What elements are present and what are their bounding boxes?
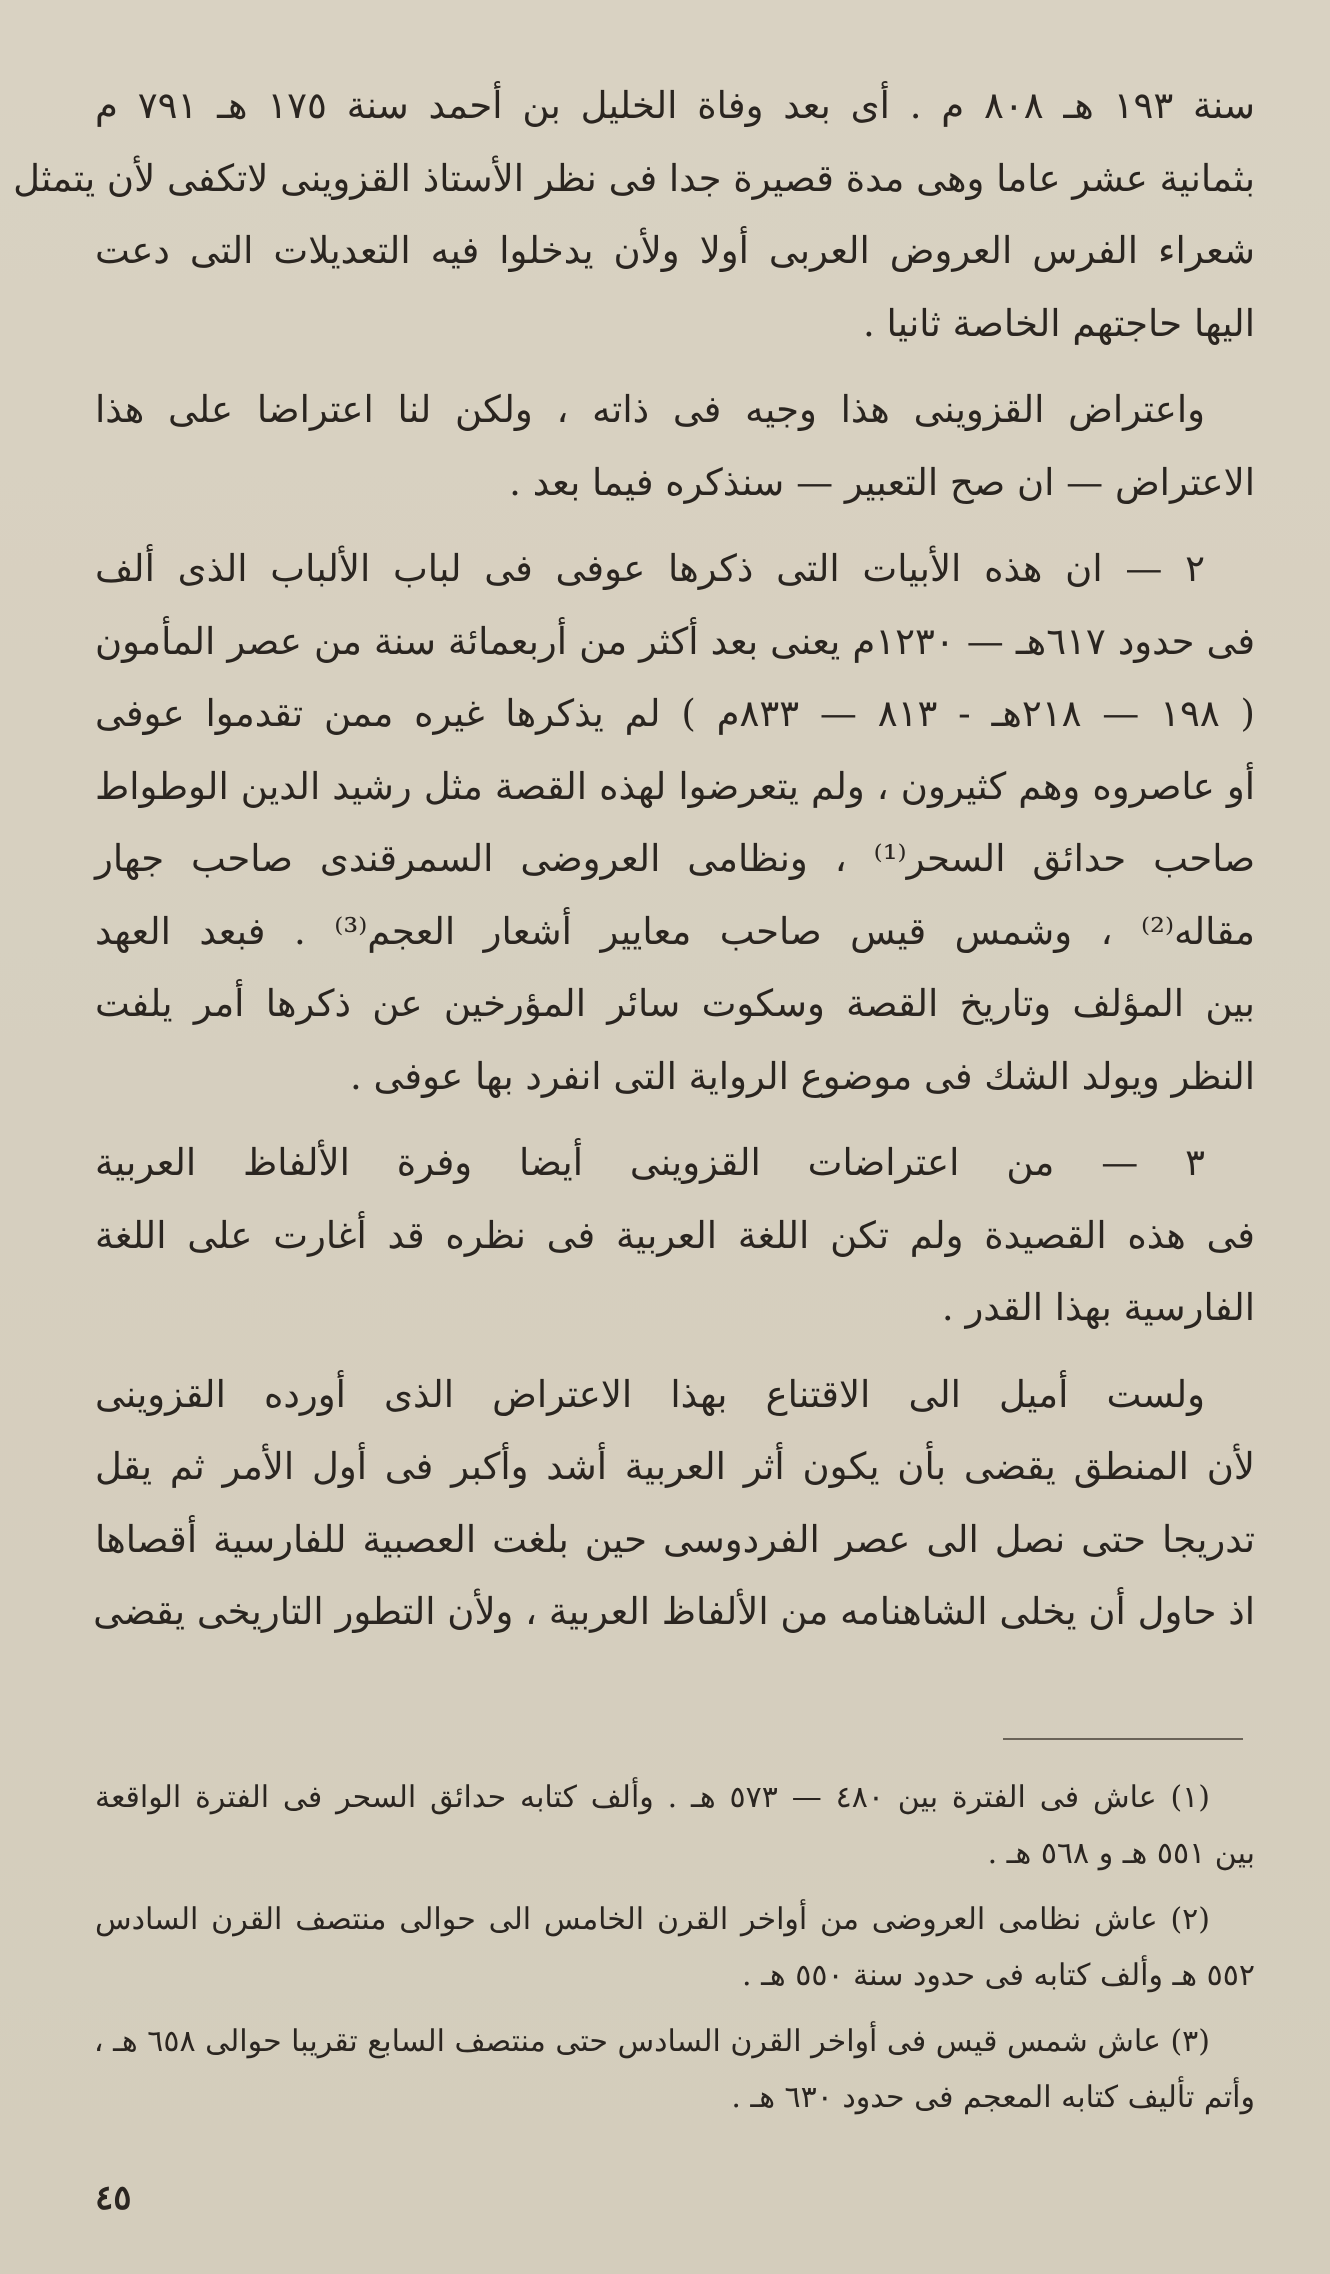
text-line: تدريجا حتى نصل الى عصر الفردوسى حين بلغت العصبية للفارسية أقصاها	[95, 1517, 1255, 1561]
text-line: شعراء الفرس العروض العربى أولا ولأن يدخلوا فيه التعديلات التى دعت	[95, 229, 1255, 272]
text-line: سنة ١٩٣ هـ ٨٠٨ م . أى بعد وفاة الخليل بن أحمد سنة ١٧٥ هـ ٧٩١ م	[95, 84, 1256, 127]
text-line: اذ حاول أن يخلى الشاهنامه من الألفاظ العربية ، ولأن التطور التاريخى يقضى	[93, 1590, 1255, 1633]
text-line: فى هذه القصيدة ولم تكن اللغة العربية فى نظره قد أغارت على اللغة	[95, 1213, 1255, 1257]
footnote-line: وأتم تأليف كتابه المعجم فى حدود ٦٣٠ هـ .	[731, 2080, 1255, 2115]
text-line: لأن المنطق يقضى بأن يكون أثر العربية أشد وأكبر فى أول الأمر ثم يقل	[95, 1445, 1255, 1488]
text-line: ٢ — ان هذه الأبيات التى ذكرها عوفى فى لباب الألباب الذى ألف	[95, 547, 1205, 590]
paragraph-3	[95, 533, 1255, 1113]
footnote-line: (١) عاش فى الفترة بين ٤٨٠ — ٥٧٣ هـ . وألف كتابه حدائق السحر فى الفترة الواقعة	[95, 1780, 1211, 1815]
text-line: مقاله⁽²⁾ ، وشمس قيس صاحب معايير أشعار العجم⁽³⁾ . فبعد العهد	[95, 909, 1255, 953]
text-line: ولست أميل الى الاقتناع بهذا الاعتراض الذى أورده القزوينى	[95, 1372, 1205, 1416]
footnote-1	[95, 1770, 1255, 1882]
page-number: ٤٥	[95, 2178, 132, 2218]
paragraph-1	[13, 70, 1256, 360]
text-line: فى حدود ٦١٧هـ — ١٢٣٠م يعنى بعد أكثر من أربعمائة سنة من عصر المأمون	[95, 619, 1256, 663]
text-line: اليها حاجتهم الخاصة ثانيا .	[863, 301, 1255, 345]
text-line: ( ١٩٨ — ٢١٨هـ - ٨١٣ — ٨٣٣م ) لم يذكرها غيره ممن تقدموا عوفى	[95, 692, 1255, 735]
footnotes	[95, 1770, 1255, 2136]
text-line: بثمانية عشر عاما وهى مدة قصيرة جدا فى نظر الأستاذ القزوينى لاتكفى لأن يتمثل	[13, 156, 1255, 200]
footnote-line: (٣) عاش شمس قيس فى أواخر القرن السادس حتى منتصف السابع تقريبا حوالى ٦٥٨ هـ ،	[93, 2024, 1210, 2059]
text-line: النظر ويولد الشك فى موضوع الرواية التى انفرد بها عوفى .	[350, 1054, 1255, 1098]
paragraph-5	[95, 1359, 1255, 1649]
text-line: بين المؤلف وتاريخ القصة وسكوت سائر المؤرخين عن ذكرها أمر يلفت	[95, 982, 1255, 1025]
text-line: ٣ — من اعتراضات القزوينى أيضا وفرة الألفاظ العربية	[95, 1141, 1205, 1184]
text-line: أو عاصروه وهم كثيرون ، ولم يتعرضوا لهذه القصة مثل رشيد الدين الوطواط	[95, 764, 1255, 808]
main-text	[13, 70, 1256, 1663]
text-line: واعتراض القزوينى هذا وجيه فى ذاته ، ولكن لنا اعتراضا على هذا	[95, 388, 1205, 431]
footnote-line: بين ٥٥١ هـ و ٥٦٨ هـ .	[987, 1836, 1255, 1871]
paragraph-2	[95, 374, 1255, 519]
footnote-2	[95, 1892, 1255, 2004]
text-line: الفارسية بهذا القدر .	[941, 1286, 1255, 1329]
text-line: الاعتراض — ان صح التعبير — سنذكره فيما بعد .	[509, 460, 1255, 504]
footnote-3	[95, 2014, 1255, 2126]
footnote-line: ٥٥٢ هـ وألف كتابه فى حدود سنة ٥٥٠ هـ .	[742, 1958, 1255, 1993]
text-line: صاحب حدائق السحر⁽¹⁾ ، ونظامى العروضى السمرقندى صاحب جهار	[95, 837, 1255, 880]
footnote-line: (٢) عاش نظامى العروضى من أواخر القرن الخامس الى حوالى منتصف القرن السادس	[95, 1902, 1210, 1937]
paragraph-4	[95, 1127, 1255, 1345]
footnote-separator	[1003, 1738, 1243, 1740]
